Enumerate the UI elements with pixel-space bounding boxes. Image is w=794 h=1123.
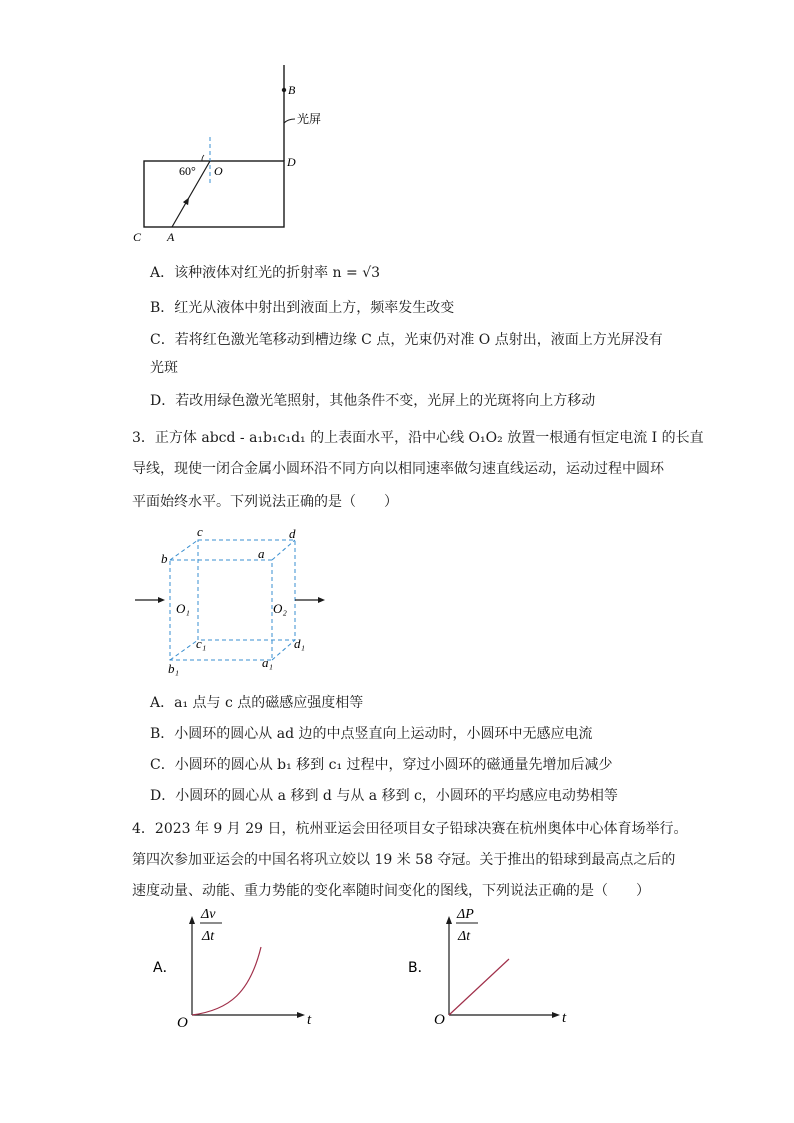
- cube-back-face: [198, 540, 295, 640]
- cube-label-b1: b₁: [168, 661, 180, 676]
- label-angle: 60°: [179, 164, 196, 178]
- cube-label-o2: O₂: [273, 601, 287, 616]
- q2-option-c-line2: 光斑: [150, 360, 178, 376]
- wire-left-arrow: [158, 597, 165, 603]
- q3-stem-line2: 导线，现使一闭合金属小圆环沿不同方向以相同速率做匀速直线运动，运动过程中圆环: [132, 461, 664, 477]
- q3-option-c: C．小圆环的圆心从 b₁ 移到 c₁ 过程中，穿过小圆环的磁通量先增加后减少: [150, 757, 613, 773]
- cube-label-c: c: [197, 524, 203, 539]
- q3-stem-line1: 3．正方体 abcd - a₁b₁c₁d₁ 的上表面水平，沿中心线 O₁O₂ 放置一根通有恒定电流 I 的长直: [132, 430, 704, 446]
- graph-b: [402, 900, 592, 1035]
- graph-a-xlabel: t: [307, 1012, 312, 1028]
- q3-option-b: B．小圆环的圆心从 ad 边的中点竖直向上运动时，小圆环中无感应电流: [150, 726, 593, 742]
- refraction-diagram: [125, 55, 365, 255]
- q2-option-c-line1: C．若将红色激光笔移动到槽边缘 C 点，光束仍对准 O 点射出，液面上方光屏没有: [150, 332, 663, 348]
- label-screen: 光屏: [297, 112, 322, 126]
- q2-option-a: A．该种液体对红光的折射率 n = √3: [150, 265, 381, 281]
- graph-b-xlabel: t: [562, 1010, 567, 1026]
- point-b-dot: [282, 88, 286, 92]
- graph-a-curve: [192, 947, 261, 1015]
- cube-label-d: d: [289, 526, 296, 541]
- wire-right-arrow: [318, 597, 325, 603]
- graph-a: [145, 900, 335, 1035]
- label-b: B: [288, 83, 296, 97]
- q2-option-d: D．若改用绿色激光笔照射，其他条件不变，光屏上的光斑将向上方移动: [150, 393, 596, 409]
- q4-stem-line2: 第四次参加亚运会的中国名将巩立姣以 19 米 58 夺冠。关于推出的铅球到最高点之后的: [132, 852, 676, 868]
- graph-a-option: A．: [153, 960, 177, 976]
- cube-label-c1: c₁: [196, 636, 207, 651]
- label-c: C: [133, 230, 142, 244]
- cube-diagram: [130, 520, 340, 680]
- graph-b-line: [449, 959, 509, 1015]
- label-d: D: [287, 155, 296, 169]
- label-a: A: [167, 230, 175, 244]
- label-o: O: [214, 164, 223, 178]
- graph-b-ylabel-num: ΔP: [457, 907, 474, 922]
- q4-stem-line1: 4．2023 年 9 月 29 日，杭州亚运会田径项目女子铅球决赛在杭州奥体中心体育场举行。: [132, 821, 688, 837]
- graph-b-ylabel-den: Δt: [458, 929, 471, 944]
- graph-a-ylabel-num: Δv: [201, 907, 216, 922]
- cube-label-b: b: [161, 551, 168, 566]
- q3-option-a: A．a₁ 点与 c 点的磁感应强度相等: [150, 695, 364, 711]
- graph-b-option: B．: [408, 960, 432, 976]
- cube-label-a1: a₁: [262, 655, 274, 670]
- cube-label-o1: O₁: [176, 601, 190, 616]
- q2-option-b: B．红光从液体中射出到液面上方，频率发生改变: [150, 300, 455, 316]
- graph-a-origin: O: [177, 1015, 188, 1031]
- graph-a-ylabel-den: Δt: [202, 929, 215, 944]
- q3-option-d: D．小圆环的圆心从 a 移到 d 与从 a 移到 c，小圆环的平均感应电动势相等: [150, 788, 618, 804]
- ray-arrow: [183, 196, 192, 205]
- q4-stem-line3: 速度动量、动能、重力势能的变化率随时间变化的图线，下列说法正确的是（ ）: [132, 883, 650, 899]
- cube-label-a: a: [258, 546, 265, 561]
- q3-stem-line3: 平面始终水平。下列说法正确的是（ ）: [132, 494, 398, 510]
- cube-label-d1: d₁: [294, 636, 306, 651]
- graph-b-origin: O: [434, 1012, 445, 1028]
